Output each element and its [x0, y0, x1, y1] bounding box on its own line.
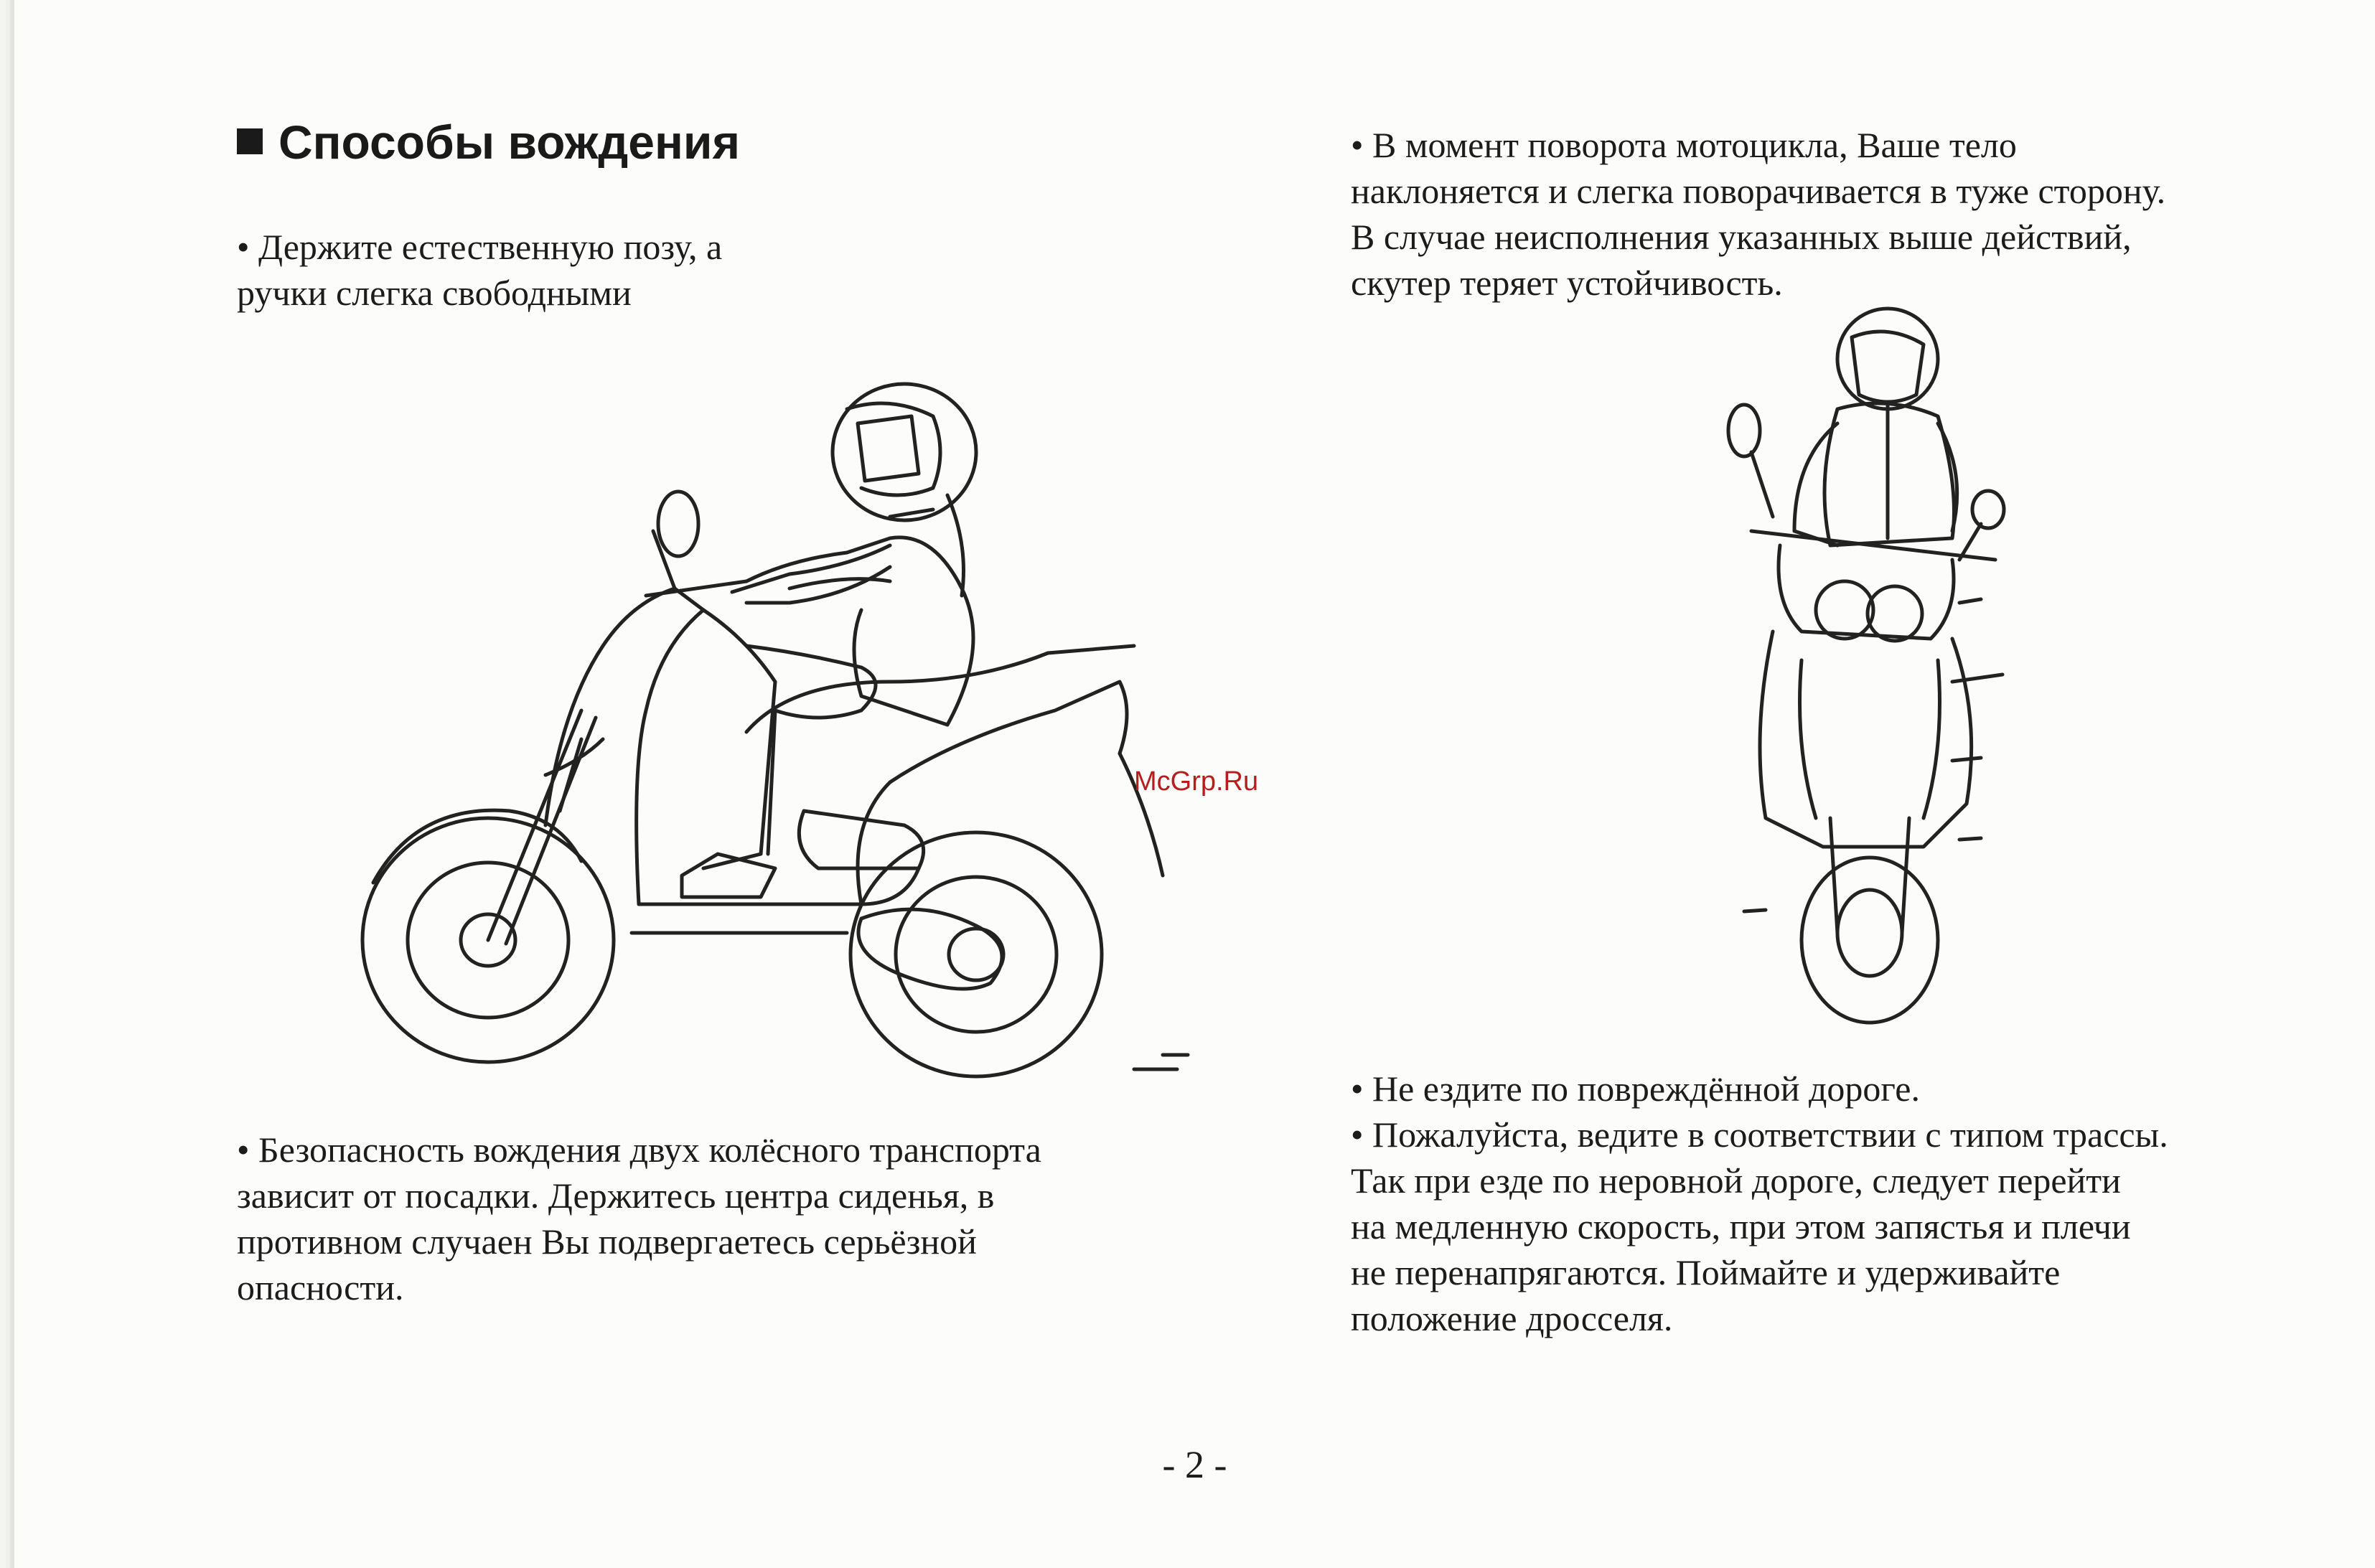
- road-paragraph: [1351, 1066, 2168, 1341]
- road-line: положение дросселя.: [1351, 1298, 1673, 1338]
- safety-line: опасности.: [237, 1267, 404, 1308]
- front-wheel: [1802, 858, 1938, 1023]
- turning-line: наклоняется и слегка поворачивается в туже сторону.: [1351, 171, 2166, 211]
- safety-line: противном случаен Вы подвергаетесь серьёзной: [237, 1221, 977, 1262]
- safety-line: • Безопасность вождения двух колёсного транспорта: [237, 1130, 1041, 1170]
- turning-line: В случае неисполнения указанных выше действий,: [1351, 217, 2132, 257]
- manual-page: [14, 0, 2375, 1568]
- posture-line: • Держите естественную позу, а: [237, 227, 723, 267]
- section-heading: [237, 115, 740, 169]
- road-line: • Пожалуйста, ведите в соответствии с типом трассы.: [1351, 1114, 2168, 1155]
- safety-paragraph: [237, 1127, 1041, 1310]
- turning-line: скутер теряет устойчивость.: [1351, 263, 1783, 303]
- page-number: - 2 -: [1162, 1443, 1227, 1486]
- safety-line: зависит от посадки. Держитесь центра сиденья, в: [237, 1175, 995, 1216]
- road-line: Так при езде по неровной дороге, следует перейти: [1351, 1160, 2121, 1201]
- headlight: [1868, 586, 1922, 641]
- square-bullet-icon: [237, 128, 263, 154]
- road-line: • Не ездите по повреждённой дороге.: [1351, 1069, 1920, 1109]
- road-line: не перенапрягаются. Поймайте и удерживайте: [1351, 1252, 2061, 1292]
- headlight: [1816, 581, 1873, 639]
- section-title: Способы вождения: [278, 116, 740, 169]
- scooter-front-view-illustration: [1723, 301, 2024, 1026]
- turning-line: • В момент поворота мотоцикла, Ваше тело: [1351, 125, 2017, 165]
- road-line: на медленную скорость, при этом запястья и плечи: [1351, 1206, 2131, 1247]
- scooter-side-view-illustration: [345, 309, 1191, 1091]
- watermark: McGrp.Ru: [1134, 766, 1259, 797]
- posture-line: ручки слегка свободными: [237, 273, 632, 313]
- turning-paragraph: [1351, 122, 2165, 306]
- posture-paragraph: [237, 224, 722, 316]
